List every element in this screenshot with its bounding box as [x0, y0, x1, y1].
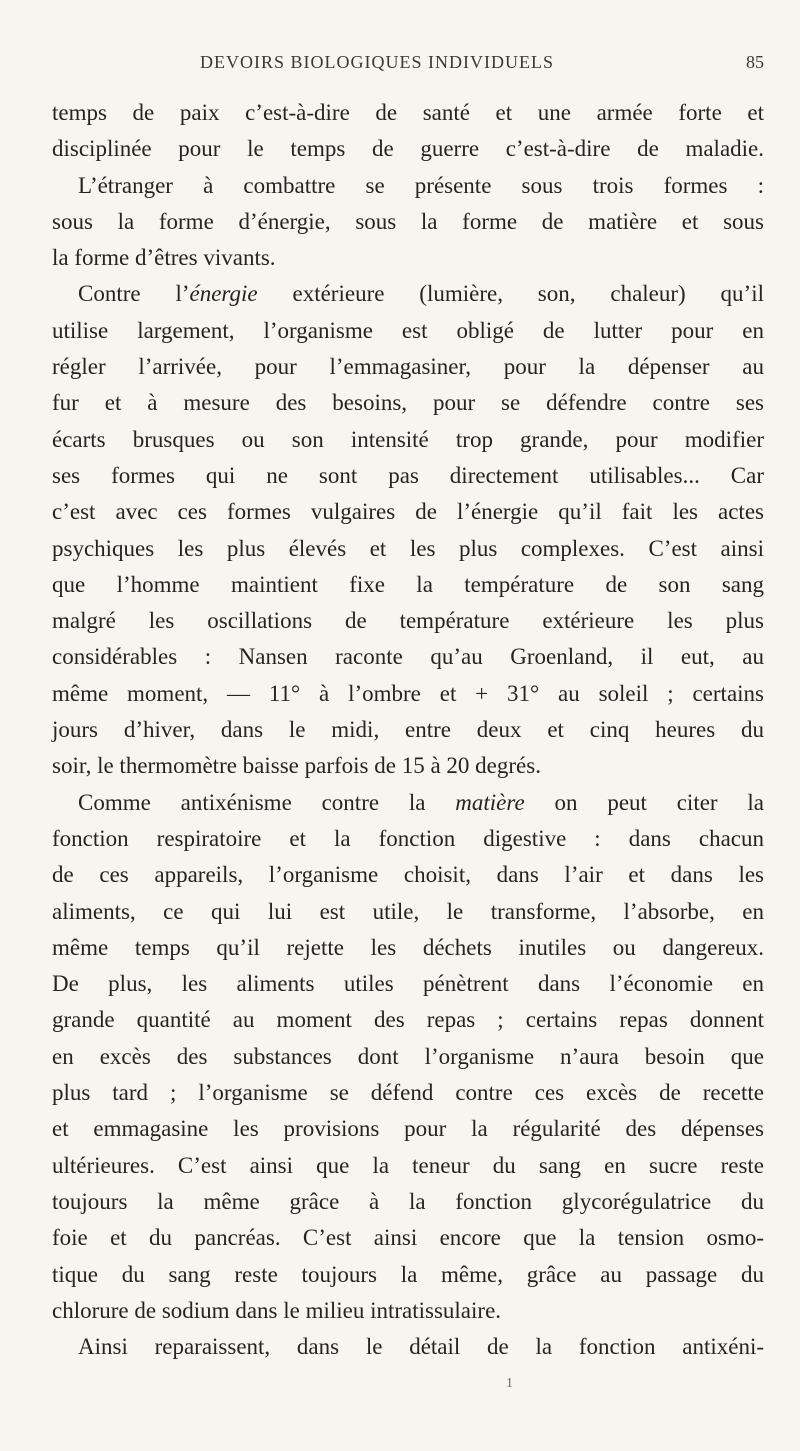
text-line — [52, 1220, 764, 1256]
text-segment: toujours la même grâce à la fonction glycorégulatrice du — [52, 1188, 764, 1214]
text-line — [52, 349, 764, 385]
text-segment: aliments, ce qui lui est utile, le transforme, l’absorbe, en — [52, 898, 764, 924]
text-segment: Ainsi reparaissent, dans le détail de la fonction antixéni- — [78, 1334, 764, 1360]
text-line — [52, 930, 764, 966]
text-line — [52, 313, 764, 349]
footer-mark: 1 — [506, 1376, 513, 1391]
text-line — [52, 1329, 764, 1365]
text-segment: soir, le thermomètre baisse parfois de 15 à 20 degrés. — [52, 753, 541, 779]
text-line — [52, 1293, 764, 1329]
text-segment: fur et à mesure des besoins, pour se défendre contre ses — [52, 390, 764, 416]
text-line — [52, 1148, 764, 1184]
text-line — [52, 894, 764, 930]
text-line — [52, 712, 764, 748]
text-line — [52, 748, 764, 784]
text-line — [52, 168, 764, 204]
text-line — [52, 458, 764, 494]
text-segment: fonction respiratoire et la fonction digestive : dans chacun — [52, 825, 764, 851]
running-title: DEVOIRS BIOLOGIQUES INDIVIDUELS — [200, 52, 554, 72]
text-segment: même moment, — 11° à l’ombre et + 31° au soleil ; certains — [52, 680, 764, 706]
text-line — [52, 131, 764, 167]
text-segment: utilise largement, l’organisme est obligé de lutter pour en — [52, 317, 764, 343]
body-text — [52, 95, 764, 1365]
text-line — [52, 603, 764, 639]
text-segment: L’étranger à combattre se présente sous trois formes : — [78, 172, 764, 198]
text-segment: plus tard ; l’organisme se défend contre ces excès de recette — [52, 1080, 764, 1106]
text-line — [52, 966, 764, 1002]
text-segment: de ces appareils, l’organisme choisit, dans l’air et dans les — [52, 862, 764, 888]
text-line — [52, 676, 764, 712]
text-line — [52, 639, 764, 675]
text-line — [52, 1075, 764, 1111]
text-segment: psychiques les plus élevés et les plus complexes. C’est ainsi — [52, 535, 764, 561]
italic-term: énergie — [189, 281, 258, 307]
running-head — [0, 52, 800, 80]
text-segment: ultérieures. C’est ainsi que la teneur du sang en sucre reste — [52, 1152, 764, 1178]
text-line — [52, 1257, 764, 1293]
page-number: 85 — [746, 52, 764, 72]
text-segment: c’est avec ces formes vulgaires de l’énergie qu’il fait les actes — [52, 499, 764, 525]
text-segment: De plus, les aliments utiles pénètrent dans l’économie en — [52, 971, 764, 997]
italic-term: matière — [455, 789, 525, 815]
text-segment: sous la forme d’énergie, sous la forme de matière et sous — [52, 208, 764, 234]
text-line — [52, 567, 764, 603]
text-segment: écarts brusques ou son intensité trop grande, pour modifier — [52, 426, 764, 452]
text-line — [52, 240, 764, 276]
text-line — [52, 494, 764, 530]
text-segment: la forme d’êtres vivants. — [52, 245, 276, 271]
text-line — [52, 1039, 764, 1075]
text-segment: on peut citer la — [524, 789, 764, 815]
text-line — [52, 1111, 764, 1147]
text-segment: ses formes qui ne sont pas directement utilisables... Car — [52, 462, 764, 488]
text-line — [52, 1002, 764, 1038]
text-segment: malgré les oscillations de température extérieure les plus — [52, 608, 764, 634]
text-segment: que l’homme maintient fixe la température de son sang — [52, 571, 764, 597]
text-segment: considérables : Nansen raconte qu’au Groenland, il eut, au — [52, 644, 764, 670]
text-segment: même temps qu’il rejette les déchets inutiles ou dangereux. — [52, 934, 764, 960]
text-line — [52, 785, 764, 821]
text-segment: Contre l’ — [78, 281, 190, 307]
text-line — [52, 531, 764, 567]
text-segment: en excès des substances dont l’organisme n’aura besoin que — [52, 1043, 764, 1069]
text-segment: tique du sang reste toujours la même, grâce au passage du — [52, 1261, 764, 1287]
text-line — [52, 204, 764, 240]
text-line — [52, 385, 764, 421]
text-segment: Comme antixénisme contre la — [78, 789, 456, 815]
text-line — [52, 276, 764, 312]
text-line — [52, 857, 764, 893]
text-segment: chlorure de sodium dans le milieu intratissulaire. — [52, 1297, 502, 1323]
text-segment: extérieure (lumière, son, chaleur) qu’il — [257, 281, 764, 307]
text-line — [52, 95, 764, 131]
text-line — [52, 821, 764, 857]
text-segment: et emmagasine les provisions pour la régularité des dépenses — [52, 1116, 764, 1142]
text-line — [52, 422, 764, 458]
text-segment: régler l’arrivée, pour l’emmagasiner, pour la dépenser au — [52, 354, 764, 380]
text-segment: grande quantité au moment des repas ; certains repas donnent — [52, 1007, 764, 1033]
text-segment: jours d’hiver, dans le midi, entre deux et cinq heures du — [52, 717, 764, 743]
text-segment: disciplinée pour le temps de guerre c’est-à-dire de maladie. — [52, 136, 764, 162]
text-segment: temps de paix c’est-à-dire de santé et une armée forte et — [52, 100, 764, 125]
text-line — [52, 1184, 764, 1220]
text-segment: foie et du pancréas. C’est ainsi encore que la tension osmo- — [52, 1225, 764, 1251]
